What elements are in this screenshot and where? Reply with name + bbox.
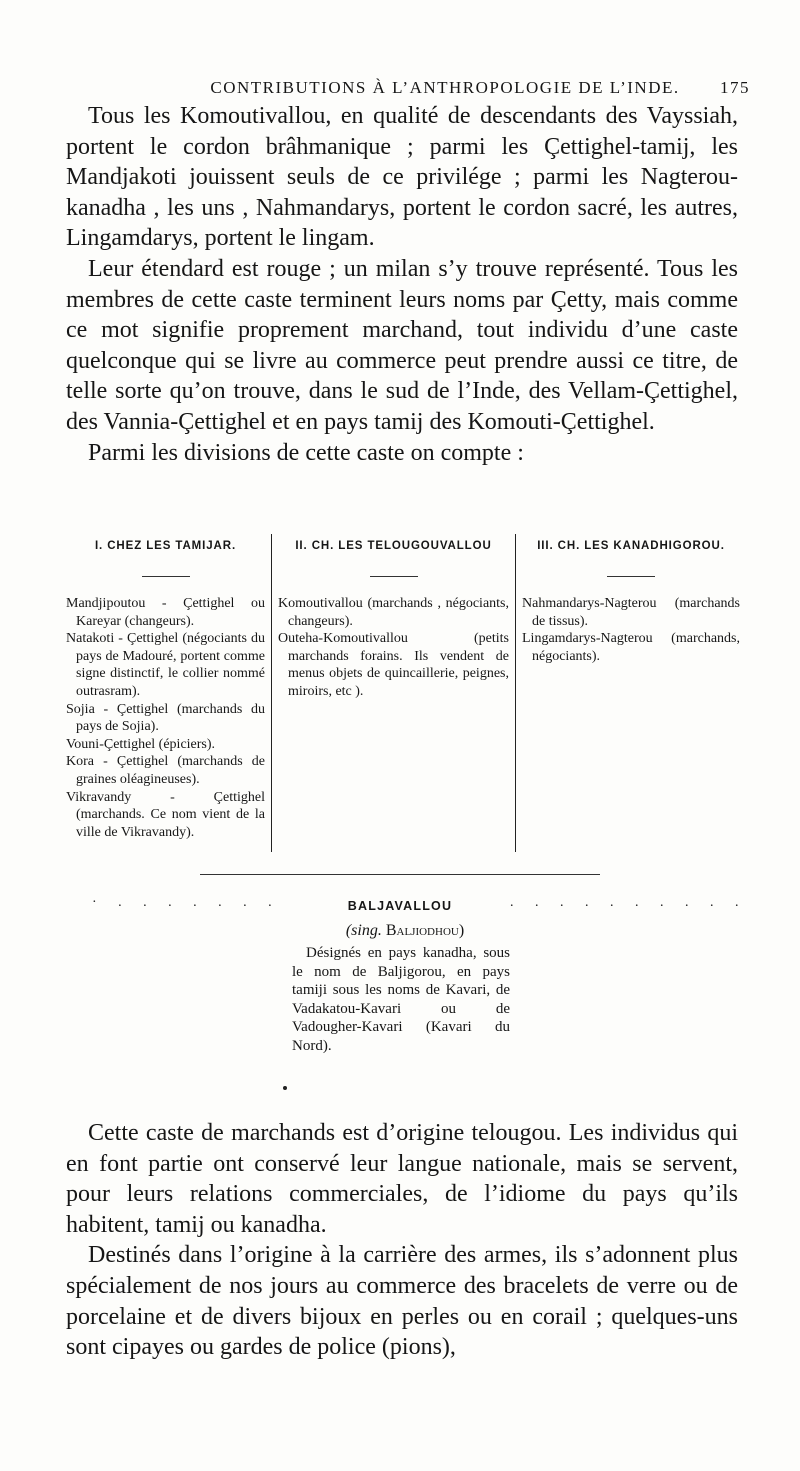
section-subheading [0,922,800,940]
column-rule [370,576,418,577]
paragraph: Cette caste de marchands est d’origine telougou. Les individus qui en font partie ont conservé leur langue nationale, mais se servent, pour leurs relations commerciales, de l’idiome du pays qu’ils habitent, tamij ou kanadha. [66,1120,738,1238]
list-item: Outeha-Komoutivallou (petits marchands forains. Ils vendent de menus objets de quincaillerie, peignes, miroirs, etc ). [278,631,509,699]
list-item: Kora - Çettighel (marchands de graines oléagineuses). [66,754,265,787]
column-telougouvallou [272,534,516,852]
paragraph: Tous les Komoutivallou, en qualité de descendants des Vayssiah, portent le cordon brâhmanique ; parmi les Çettighel-tamij, les Mandjakoti jouissent seuls de ce privilége ; parmi les Nagterou-kanadha , les uns , Nahmandarys, portent le cordon sacré, les autres, Lingamdarys, portent le lingam. [66,103,738,252]
column-heading: II. CH. LES TELOUGOUVALLOU [295,540,492,552]
column-tamijar [60,534,272,852]
top-text-block [66,101,738,468]
singular-label: (sing. [345,922,382,939]
list-item: Lingamdarys-Nagterou (marchands, négociants). [522,631,740,664]
list-item: Mandjipoutou - Çettighel ou Kareyar (changeurs). [66,596,265,629]
running-head [100,78,750,98]
list-item: Komoutivallou (marchands , négociants, changeurs). [278,596,509,629]
leader-dots: · . . . . . . . [92,895,281,910]
list-item: Sojia - Çettighel (marchands du pays de Sojia). [66,701,265,735]
section-divider [200,874,600,875]
column-rule [142,576,190,577]
paragraph: Parmi les divisions de cette caste on compte : [88,439,524,466]
list-item: Vikravandy - Çettighel (marchands. Ce nom vient de la ville de Vikravandy). [66,789,265,840]
bottom-text-block [66,1118,738,1363]
column-heading: III. CH. LES KANADHIGOROU. [537,540,725,552]
list-item: Natakoti - Çettighel (négociants du pays de Madouré, portent comme signe distinctif, le collier nommé outrasram). [66,631,265,699]
column-heading: I. CHEZ LES TAMIJAR. [94,540,237,552]
paragraph: Destinés dans l’origine à la carrière des armes, ils s’adonnent plus spécialement de nos jours au commerce des bracelets de verre ou de porcelaine et de divers bijoux en perles ou en corail ; quelques-uns sont cipayes ou gardes de police (pions), [66,1242,738,1361]
list-item: Vouni-Çettighel (épiciers). [66,736,216,752]
leader-dots: . . . . . . . . . . [510,895,748,910]
column-rule [607,576,655,577]
column-kanadhigorou [516,534,746,852]
divisions-table [60,534,746,852]
section-body: Désignés en pays kanadha, sous le nom de Baljigorou, en pays tamiji sous les noms de Kavari, de Vadakatou-Kavari ou de Vadougher-Kavari (Kavari du Nord). [292,945,510,1054]
singular-form: Baljiodhou) [385,922,465,939]
running-head-title: CONTRIBUTIONS À L’ANTHROPOLOGIE DE L’INDE. [210,78,680,97]
list-item: Nahmandarys-Nagterou (marchands de tissus). [522,596,740,629]
ink-dot [283,1086,287,1090]
section-heading: BALJAVALLOU [347,899,453,913]
page-number: 175 [720,78,750,97]
paragraph: Leur étendard est rouge ; un milan s’y trouve représenté. Tous les membres de cette caste terminent leurs noms par Çetty, mais comme ce mot signifie proprement marchand, tout individu d’une caste quelconque qui se livre au commerce peut prendre aussi ce titre, de telle sorte qu’on trouve, dans le sud de l’Inde, des Vellam-Çettighel, des Vannia-Çettighel et en pays tamij des Komouti-Çettighel. [66,255,738,435]
